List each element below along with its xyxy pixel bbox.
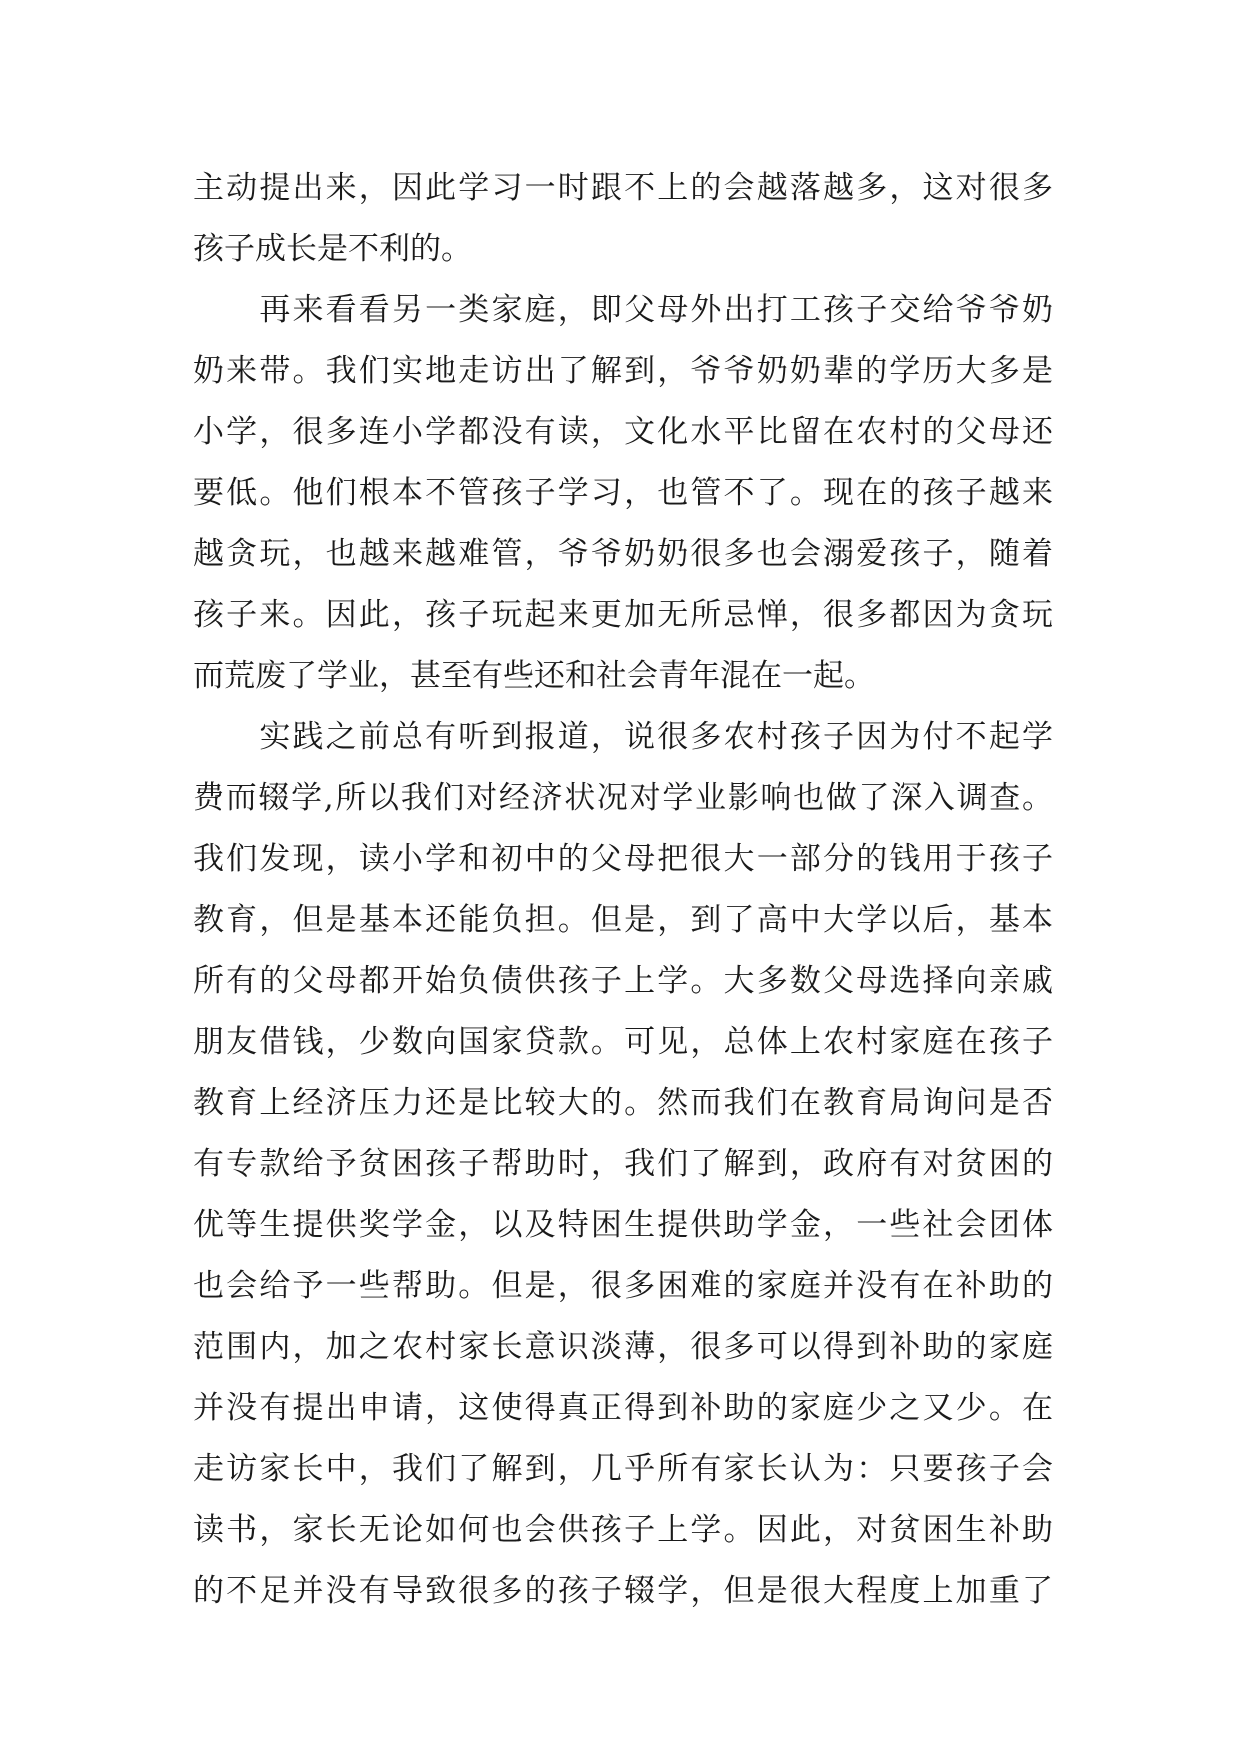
text-line: 范围内，加之农村家长意识淡薄，很多可以得到补助的家庭 xyxy=(193,1329,1053,1365)
text-line: 也会给予一些帮助。但是，很多困难的家庭并没有在补助的 xyxy=(193,1268,1053,1304)
text-line: 走访家长中，我们了解到，几乎所有家长认为：只要孩子会 xyxy=(193,1451,1053,1487)
text-line: 孩子成长是不利的。 xyxy=(193,231,472,267)
text-line: 实践之前总有听到报道，说很多农村孩子因为付不起学 xyxy=(193,719,1053,755)
text-line: 我们发现，读小学和初中的父母把很大一部分的钱用于孩子 xyxy=(193,841,1053,877)
text-line: 小学，很多连小学都没有读，文化水平比留在农村的父母还 xyxy=(193,414,1053,450)
text-line: 教育上经济压力还是比较大的。然而我们在教育局询问是否 xyxy=(193,1085,1053,1121)
text-line: 所有的父母都开始负债供孩子上学。大多数父母选择向亲戚 xyxy=(193,963,1053,999)
text-line: 教育，但是基本还能负担。但是，到了高中大学以后，基本 xyxy=(193,902,1053,938)
text-line: 并没有提出申请，这使得真正得到补助的家庭少之又少。在 xyxy=(193,1390,1053,1426)
text-line: 而荒废了学业，甚至有些还和社会青年混在一起。 xyxy=(193,658,875,694)
text-line: 的不足并没有导致很多的孩子辍学，但是很大程度上加重了 xyxy=(193,1573,1053,1609)
text-line: 优等生提供奖学金，以及特困生提供助学金，一些社会团体 xyxy=(193,1207,1053,1243)
body-text xyxy=(193,158,1053,1622)
text-line: 再来看看另一类家庭，即父母外出打工孩子交给爷爷奶 xyxy=(193,292,1053,328)
text-line: 孩子来。因此，孩子玩起来更加无所忌惮，很多都因为贪玩 xyxy=(193,597,1053,633)
text-line: 朋友借钱，少数向国家贷款。可见，总体上农村家庭在孩子 xyxy=(193,1024,1053,1060)
text-line: 主动提出来，因此学习一时跟不上的会越落越多，这对很多 xyxy=(193,170,1053,206)
text-line: 读书，家长无论如何也会供孩子上学。因此，对贫困生补助 xyxy=(193,1512,1053,1548)
text-line: 有专款给予贫困孩子帮助时，我们了解到，政府有对贫困的 xyxy=(193,1146,1053,1182)
text-line: 要低。他们根本不管孩子学习，也管不了。现在的孩子越来 xyxy=(193,475,1053,511)
text-line: 奶来带。我们实地走访出了解到，爷爷奶奶辈的学历大多是 xyxy=(193,353,1053,389)
text-line: 越贪玩，也越来越难管，爷爷奶奶很多也会溺爱孩子，随着 xyxy=(193,536,1053,572)
text-line: 费而辍学,所以我们对经济状况对学业影响也做了深入调查。 xyxy=(193,780,1053,816)
